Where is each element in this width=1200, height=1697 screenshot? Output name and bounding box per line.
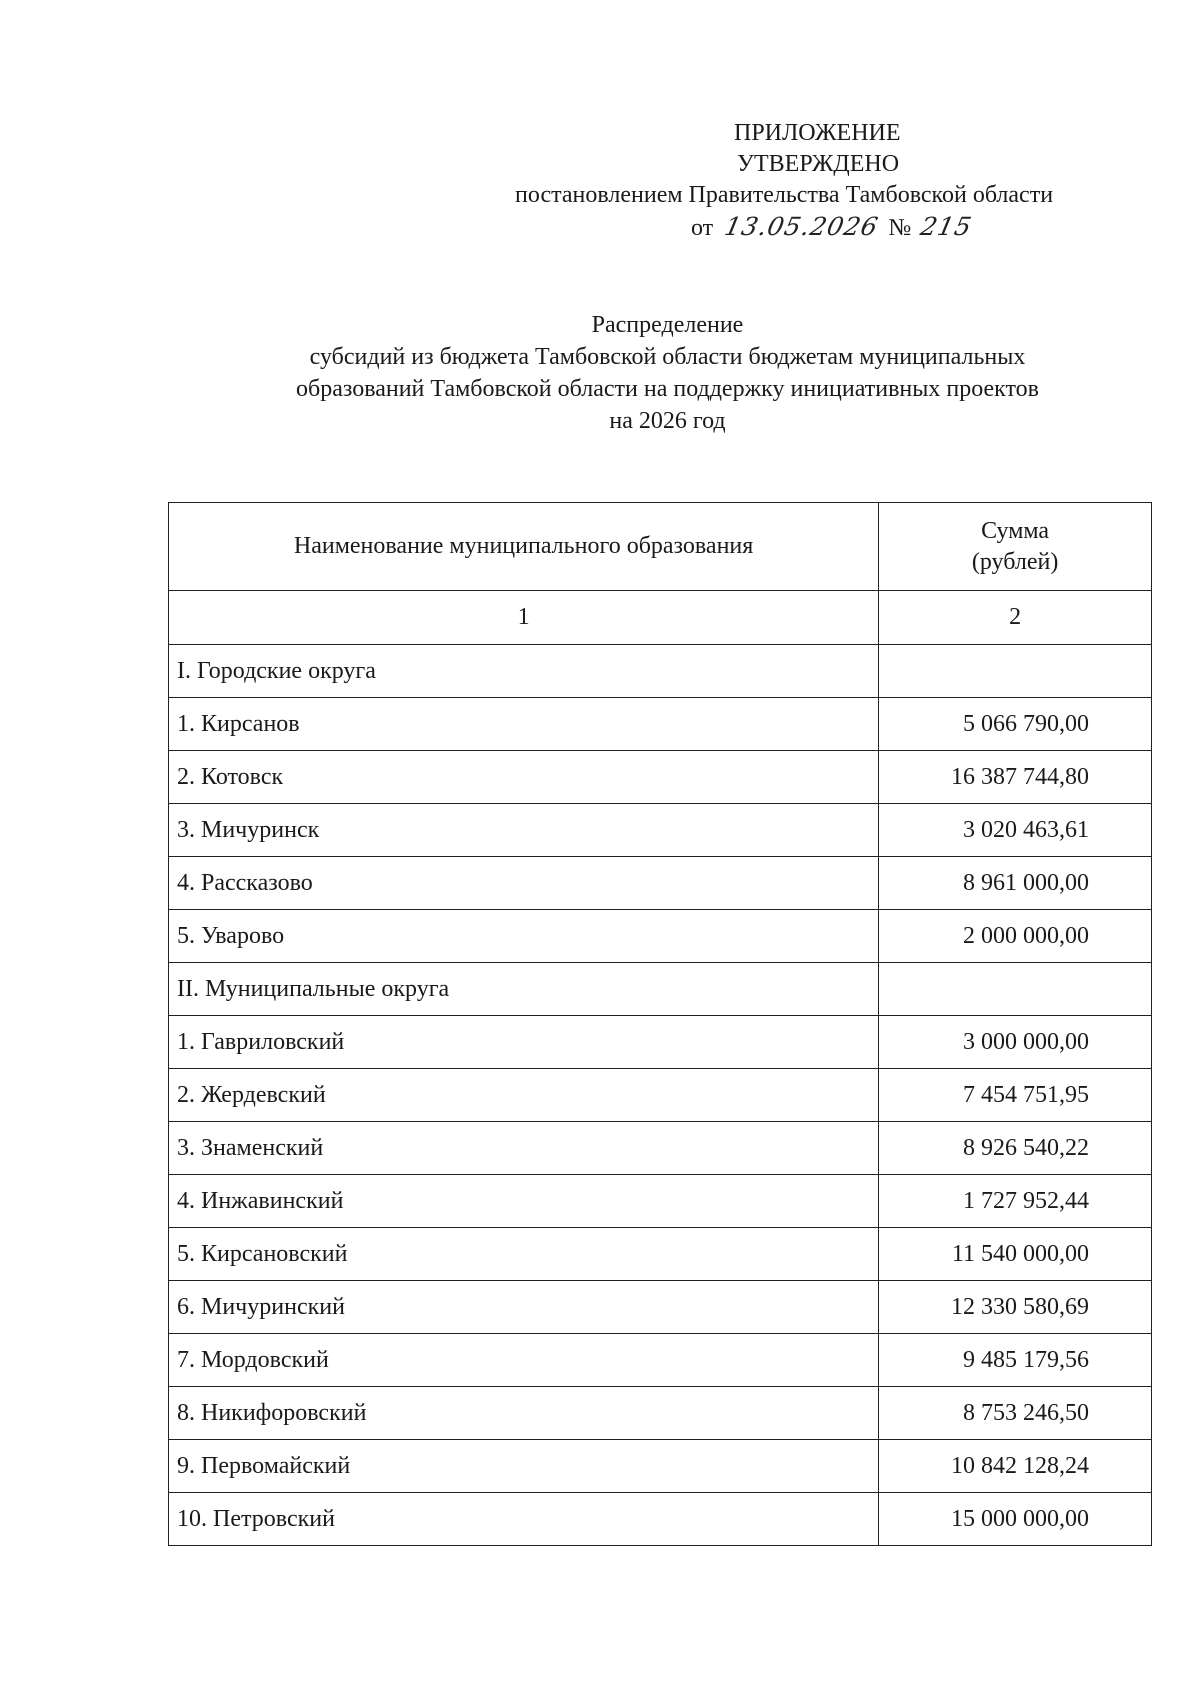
table-row [169,1228,1152,1281]
table-row [169,1440,1152,1493]
subsidy-amount: 3 000 000,00 [879,1016,1152,1069]
subsidy-amount [879,963,1152,1016]
subsidy-amount: 8 926 540,22 [879,1122,1152,1175]
table-row [169,910,1152,963]
handwritten-date: 13.05.2026 [722,212,882,241]
column-number-2: 2 [879,591,1152,645]
subsidy-amount: 8 753 246,50 [879,1387,1152,1440]
subsidy-amount: 3 020 463,61 [879,804,1152,857]
column-number-row [169,591,1152,645]
table-row [169,857,1152,910]
municipality-name: 3. Знаменский [169,1122,879,1175]
municipality-name: 4. Инжавинский [169,1175,879,1228]
handwritten-number: 215 [918,212,976,241]
subsidy-amount: 12 330 580,69 [879,1281,1152,1334]
subsidy-amount: 9 485 179,56 [879,1334,1152,1387]
document-title [0,309,1200,437]
municipality-name: 9. Первомайский [169,1440,879,1493]
subsidy-amount: 1 727 952,44 [879,1175,1152,1228]
subsidy-amount: 2 000 000,00 [879,910,1152,963]
sum-header-line-1: Сумма [981,517,1050,544]
subsidy-amount [879,645,1152,698]
number-label: № [888,215,912,241]
approved-label: УТВЕРЖДЕНО [737,151,900,177]
from-label: от [691,215,714,241]
subsidy-amount: 11 540 000,00 [879,1228,1152,1281]
municipality-name: 7. Мордовский [169,1334,879,1387]
municipality-name: 2. Котовск [169,751,879,804]
table-row [169,1281,1152,1334]
title-line-4: на 2026 год [609,408,726,434]
subsidy-table [168,502,1152,1546]
municipality-name: 5. Кирсановский [169,1228,879,1281]
column-number-1: 1 [169,591,879,645]
title-line-3: образований Тамбовской области на поддержку инициативных проектов [295,376,1039,402]
subsidy-amount: 5 066 790,00 [879,698,1152,751]
table-row [169,1016,1152,1069]
municipality-name: 1. Гавриловский [169,1016,879,1069]
table-row [169,1493,1152,1546]
municipality-name: 6. Мичуринский [169,1281,879,1334]
title-line-1: Распределение [591,312,744,338]
title-line-2: субсидий из бюджета Тамбовской области бюджетам муниципальных [309,344,1026,370]
table-row [169,1334,1152,1387]
sum-column-header [879,503,1152,591]
table-row [169,1387,1152,1440]
decree-label: постановлением Правительства Тамбовской области [515,182,1054,208]
table-row [169,1122,1152,1175]
municipality-name: 5. Уварово [169,910,879,963]
subsidy-amount: 8 961 000,00 [879,857,1152,910]
table-row [169,963,1152,1016]
decree-date-line [0,211,1200,245]
approval-header [0,118,1200,245]
subsidy-amount: 7 454 751,95 [879,1069,1152,1122]
table-row [169,804,1152,857]
municipality-name: I. Городские округа [169,645,879,698]
municipality-name: II. Муниципальные округа [169,963,879,1016]
table-header-row [169,503,1152,591]
table-row [169,1069,1152,1122]
municipality-name: 1. Кирсанов [169,698,879,751]
subsidy-amount: 15 000 000,00 [879,1493,1152,1546]
municipality-name: 8. Никифоровский [169,1387,879,1440]
table-row [169,698,1152,751]
table-body [169,645,1152,1546]
municipality-name: 2. Жердевский [169,1069,879,1122]
subsidy-amount: 16 387 744,80 [879,751,1152,804]
appendix-label: ПРИЛОЖЕНИЕ [734,120,901,146]
municipality-name: 4. Рассказово [169,857,879,910]
name-column-header: Наименование муниципального образования [169,503,879,591]
table-row [169,751,1152,804]
municipality-name: 3. Мичуринск [169,804,879,857]
municipality-name: 10. Петровский [169,1493,879,1546]
table-row [169,645,1152,698]
sum-header-line-2: (рублей) [971,548,1059,575]
subsidy-amount: 10 842 128,24 [879,1440,1152,1493]
table-row [169,1175,1152,1228]
